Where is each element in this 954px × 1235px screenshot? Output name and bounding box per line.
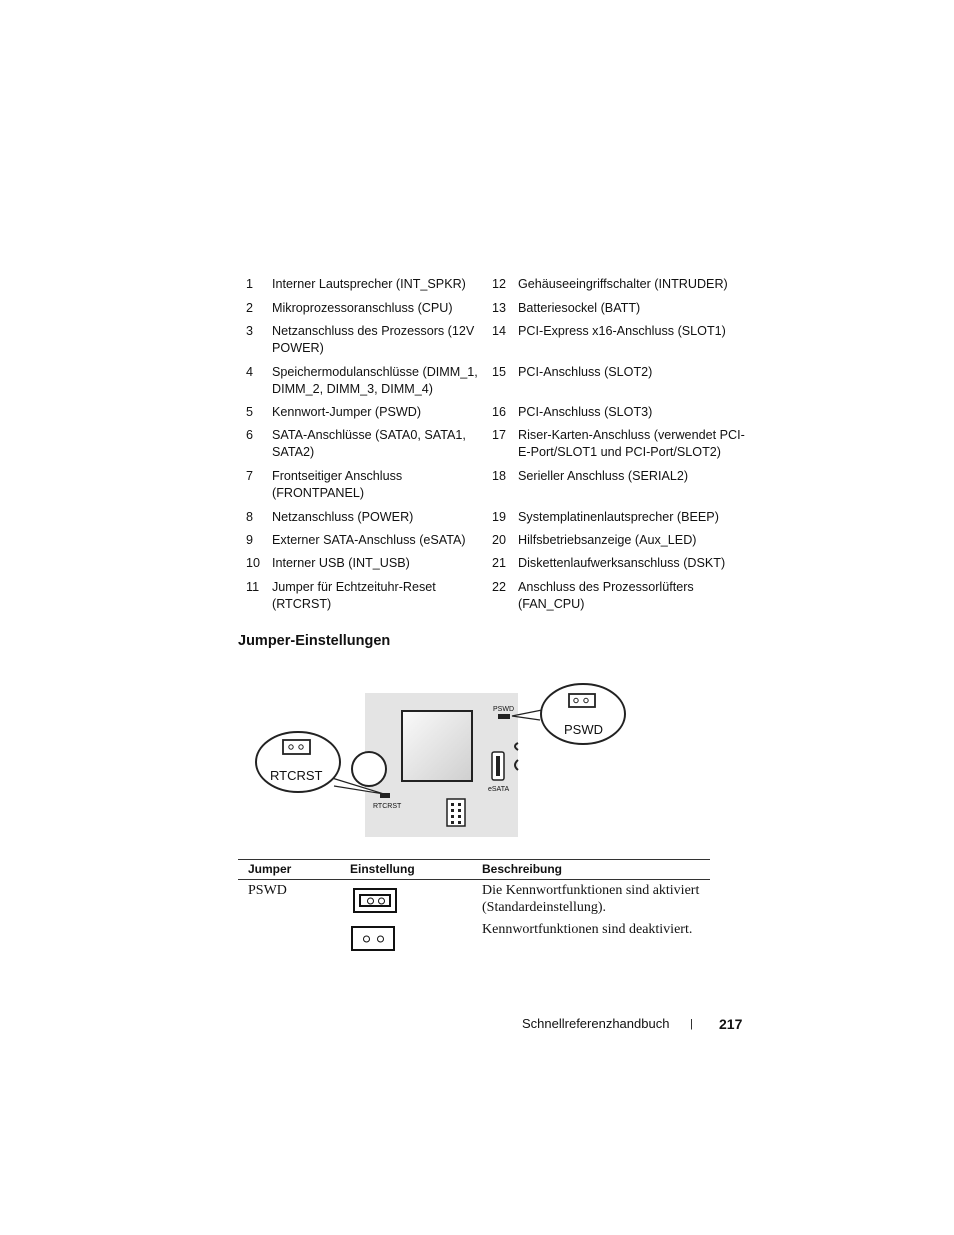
- pswd-board-label: PSWD: [493, 706, 514, 713]
- legend-number: 8: [246, 510, 254, 524]
- legend-row: [240, 276, 740, 300]
- rtcrst-callout-jumper: [283, 740, 310, 754]
- legend-label: PCI-Anschluss (SLOT2): [518, 365, 653, 379]
- legend-number: 16: [492, 405, 507, 419]
- legend-row: [240, 300, 740, 323]
- legend-row: [240, 555, 740, 579]
- jumper-cap: [359, 894, 391, 907]
- legend-number: 18: [492, 469, 507, 483]
- legend-row: [240, 579, 740, 619]
- description-cell: Die Kennwortfunktionen sind aktiviert (Standardeinstellung).: [482, 883, 700, 915]
- legend-label: Netzanschluss (POWER): [272, 510, 414, 524]
- cpu-socket: [402, 711, 472, 781]
- internal-header: [447, 799, 465, 826]
- jumper-settings-table: [238, 859, 710, 972]
- jumper-name-cell: PSWD: [248, 883, 287, 898]
- pswd-callout-jumper: [569, 694, 595, 707]
- jumper-pin: [363, 935, 370, 942]
- jumper-pin: [378, 897, 385, 904]
- legend-row: [240, 323, 740, 364]
- legend-number: 20: [492, 533, 507, 547]
- legend-row: [240, 509, 740, 532]
- legend-number: 15: [492, 365, 507, 379]
- legend-label: Externer SATA-Anschluss (eSATA): [272, 533, 466, 547]
- jumper-installed-icon: [353, 888, 397, 913]
- legend-number: 6: [246, 428, 254, 442]
- legend-number: 7: [246, 469, 254, 483]
- legend-number: 11: [246, 580, 260, 594]
- legend-label: Gehäuseeingriffschalter (INTRUDER): [518, 277, 728, 291]
- section-heading: Jumper-Einstellungen: [238, 633, 391, 649]
- legend-label: Anschluss des Prozessorlüfters (FAN_CPU): [518, 580, 694, 611]
- pswd-board-jumper: [498, 714, 510, 719]
- legend-label: Jumper für Echtzeituhr-Reset (RTCRST): [272, 580, 436, 611]
- esata-label: eSATA: [488, 786, 510, 793]
- page-number: 217: [719, 1016, 743, 1032]
- legend-number: 13: [492, 301, 507, 315]
- legend-number: 22: [492, 580, 507, 594]
- legend-label: Interner Lautsprecher (INT_SPKR): [272, 277, 466, 291]
- legend-number: 2: [246, 301, 254, 315]
- jumper-removed-icon: [351, 926, 395, 951]
- legend-number: 3: [246, 324, 254, 338]
- table-body: [238, 880, 710, 972]
- legend-number: 1: [246, 277, 254, 291]
- footer-separator: |: [690, 1018, 693, 1030]
- rtcrst-board-label: RTCRST: [373, 803, 402, 810]
- description-cell: Kennwortfunktionen sind deaktiviert.: [482, 922, 693, 937]
- jumper-location-diagram: [250, 680, 640, 840]
- legend-label: Mikroprozessoranschluss (CPU): [272, 301, 453, 315]
- jumper-pin: [377, 935, 384, 942]
- legend-number: 12: [492, 277, 507, 291]
- legend-row: [240, 468, 740, 509]
- legend-number: 10: [246, 556, 261, 570]
- legend-row: [240, 404, 740, 427]
- legend-number: 5: [246, 405, 254, 419]
- header-setting: Einstellung: [350, 862, 415, 876]
- esata-connector-slot: [496, 756, 500, 776]
- header-jumper: Jumper: [248, 862, 292, 876]
- footer-title: Schnellreferenzhandbuch: [522, 1016, 670, 1031]
- legend-row: [240, 532, 740, 555]
- legend-label: Riser-Karten-Anschluss (verwendet PCI-E-Port/SLOT1 und PCI-Port/SLOT2): [518, 428, 745, 459]
- component-legend: [240, 276, 745, 619]
- legend-number: 21: [492, 556, 507, 570]
- legend-number: 14: [492, 324, 507, 338]
- legend-label: Netzanschluss des Prozessors (12V POWER): [272, 324, 475, 355]
- legend-label: Systemplatinenlautsprecher (BEEP): [518, 510, 719, 524]
- legend-number: 19: [492, 510, 507, 524]
- legend-number: 4: [246, 365, 254, 379]
- legend-label: PCI-Express x16-Anschluss (SLOT1): [518, 324, 726, 338]
- legend-number: 9: [246, 533, 254, 547]
- legend-label: Frontseitiger Anschluss (FRONTPANEL): [272, 469, 403, 500]
- legend-label: SATA-Anschlüsse (SATA0, SATA1, SATA2): [272, 428, 466, 459]
- table-header: [238, 859, 710, 880]
- rtcrst-callout-label: RTCRST: [270, 768, 323, 783]
- legend-label: Hilfsbetriebsanzeige (Aux_LED): [518, 533, 697, 547]
- legend-label: Kennwort-Jumper (PSWD): [272, 405, 422, 419]
- legend-label: Diskettenlaufwerksanschluss (DSKT): [518, 556, 726, 570]
- jumper-pin: [367, 897, 374, 904]
- legend-label: PCI-Anschluss (SLOT3): [518, 405, 653, 419]
- legend-label: Speichermodulanschlüsse (DIMM_1, DIMM_2, DIMM_3, DIMM_4): [272, 365, 478, 396]
- legend-row: [240, 364, 740, 404]
- legend-label: Interner USB (INT_USB): [272, 556, 410, 570]
- legend-label: Serieller Anschluss (SERIAL2): [518, 469, 689, 483]
- battery-socket: [352, 752, 386, 786]
- pswd-callout-label: PSWD: [564, 722, 603, 737]
- header-description: Beschreibung: [482, 862, 563, 876]
- legend-row: [240, 427, 745, 468]
- legend-number: 17: [492, 428, 507, 442]
- legend-label: Batteriesockel (BATT): [518, 301, 641, 315]
